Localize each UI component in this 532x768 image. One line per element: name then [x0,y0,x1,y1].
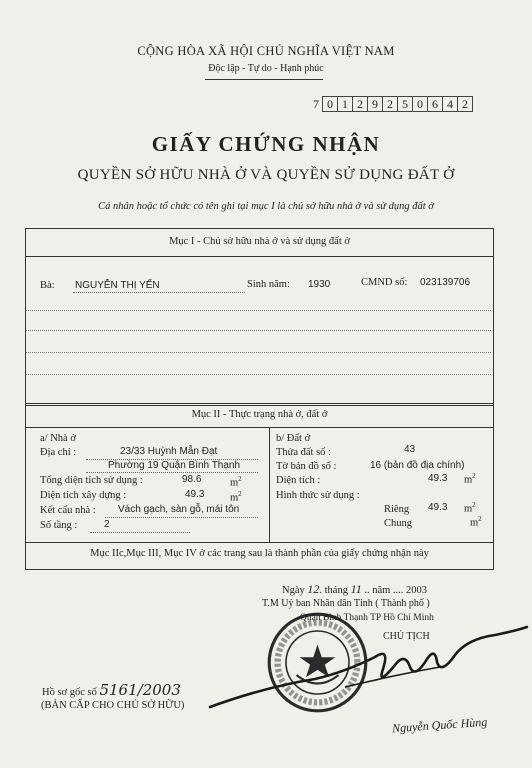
id-number-label: CMND số: [361,277,408,288]
issue-year: 2003 [406,585,428,596]
signer-name: Nguyễn Quốc Hùng [391,714,488,736]
address-line-2: Phường 19 Quận Bình Thạnh [108,460,241,471]
issue-date: Ngày 12. tháng 11 .. năm .... 2003 [282,582,428,596]
serial-number [310,96,473,112]
address-label: Địa chỉ : [40,447,77,458]
land-area-label: Diện tích : [276,475,321,486]
parcel-label: Thửa đất số : [276,447,331,458]
land-area: 49.3 [428,473,448,484]
land-area-unit: $m^2$ [464,472,476,486]
serial-digit: 2 [383,96,398,112]
record-number: 5161/2003 [99,681,181,699]
floor-area: 98.6 [182,474,202,485]
section-1-divider [25,256,493,257]
record-label: Hồ sơ gốc số [42,687,97,698]
signature-icon [205,617,532,712]
serial-prefix: 7 [313,97,319,111]
built-area-unit: $m^2$ [230,490,242,504]
document-title: GIẤY CHỨNG NHẬN [151,132,381,156]
private-use-area: 49.3 [428,502,448,513]
land-title: b/ Đất ở [276,433,311,444]
structure-label: Kết cấu nhà : [40,505,96,516]
chairman-title: CHỦ TỊCH [383,631,430,642]
nation-header: CỘNG HÒA XÃ HỘI CHỦ NGHĨA VIỆT NAM [137,44,395,58]
section-1-heading: Mục I - Chủ sở hữu nhà ở và sử dụng đất ở [169,236,350,247]
section-2-column-divider [269,428,270,542]
birth-year: 1930 [308,279,331,290]
serial-digit: 1 [338,96,353,112]
blank-line [26,374,491,375]
structure-dots [105,517,258,518]
floors-dots [90,532,190,533]
section-2-heading: Mục II - Thực trạng nhà ở, đất ở [191,409,328,420]
birth-year-label: Sinh năm: [247,279,290,290]
floor-area-unit: $m^2$ [230,475,242,489]
blank-line [26,352,491,353]
continuation-note: Mục IIc,Mục III, Mục IV ở các trang sau là thành phần của giấy chứng nhận này [90,548,429,559]
serial-digit: 9 [368,96,383,112]
serial-digit: 0 [322,96,338,112]
serial-digit: 2 [353,96,368,112]
section-1-box [25,228,494,406]
map-sheet-label: Tờ bản đồ số : [276,461,337,472]
section-2-bottom-divider [25,542,493,543]
floors: 2 [104,519,110,530]
owner-name: NGUYỄN THỊ YẾN [75,280,160,291]
address-dots [86,472,258,473]
address-line-1: 23/33 Huỳnh Mẫn Đạt [120,446,218,457]
issue-day: 12 [307,582,320,596]
blank-line [26,310,491,311]
document-subtitle: QUYỀN SỞ HỮU NHÀ Ở VÀ QUYỀN SỬ DỤNG ĐẤT Ở [77,167,455,183]
structure: Vách gạch, sàn gỗ, mái tôn [118,504,240,515]
district-name: Quận Bình Thạnh TP Hồ Chí Minh [300,613,434,623]
map-sheet: 16 (bản đồ địa chính) [370,460,465,471]
section-2-divider [25,427,493,428]
private-use-unit: $m^2$ [464,501,476,515]
house-title: a/ Nhà ở [40,433,76,444]
shared-use-label: Chung [384,518,413,529]
intro-statement: Cá nhân hoặc tổ chức có tên ghi tại mục I là chủ sở hữu nhà ở và sử dụng đất ở [98,201,434,212]
serial-digit: 4 [443,96,458,112]
copy-note: (BẢN CẤP CHO CHỦ SỞ HỮU) [41,700,185,711]
issuing-committee: T.M Uỷ ban Nhân dân Tỉnh ( Thành phố ) [262,598,430,609]
floor-area-label: Tổng diện tích sử dụng : [40,475,143,486]
owner-name-dots [73,292,245,293]
built-area: 49.3 [185,489,205,500]
serial-digit: 2 [458,96,473,112]
usage-type-label: Hình thức sử dụng : [276,490,360,501]
owner-prefix: Bà: [40,280,55,291]
blank-line [26,330,491,331]
motto: Độc lập - Tự do - Hạnh phúc [208,63,324,74]
serial-digit: 6 [428,96,443,112]
motto-underline [205,79,323,80]
issue-month: 11 [350,582,362,596]
serial-digit: 0 [413,96,428,112]
shared-use-unit: $m^2$ [470,515,482,529]
serial-digit: 5 [398,96,413,112]
floors-label: Số tầng : [40,520,78,531]
built-area-label: Diện tích xây dựng : [40,490,127,501]
id-number: 023139706 [420,277,471,288]
private-use-label: Riêng [384,504,410,515]
section-2-box [25,403,494,570]
record-number-line [42,681,181,699]
parcel-number: 43 [404,444,416,455]
